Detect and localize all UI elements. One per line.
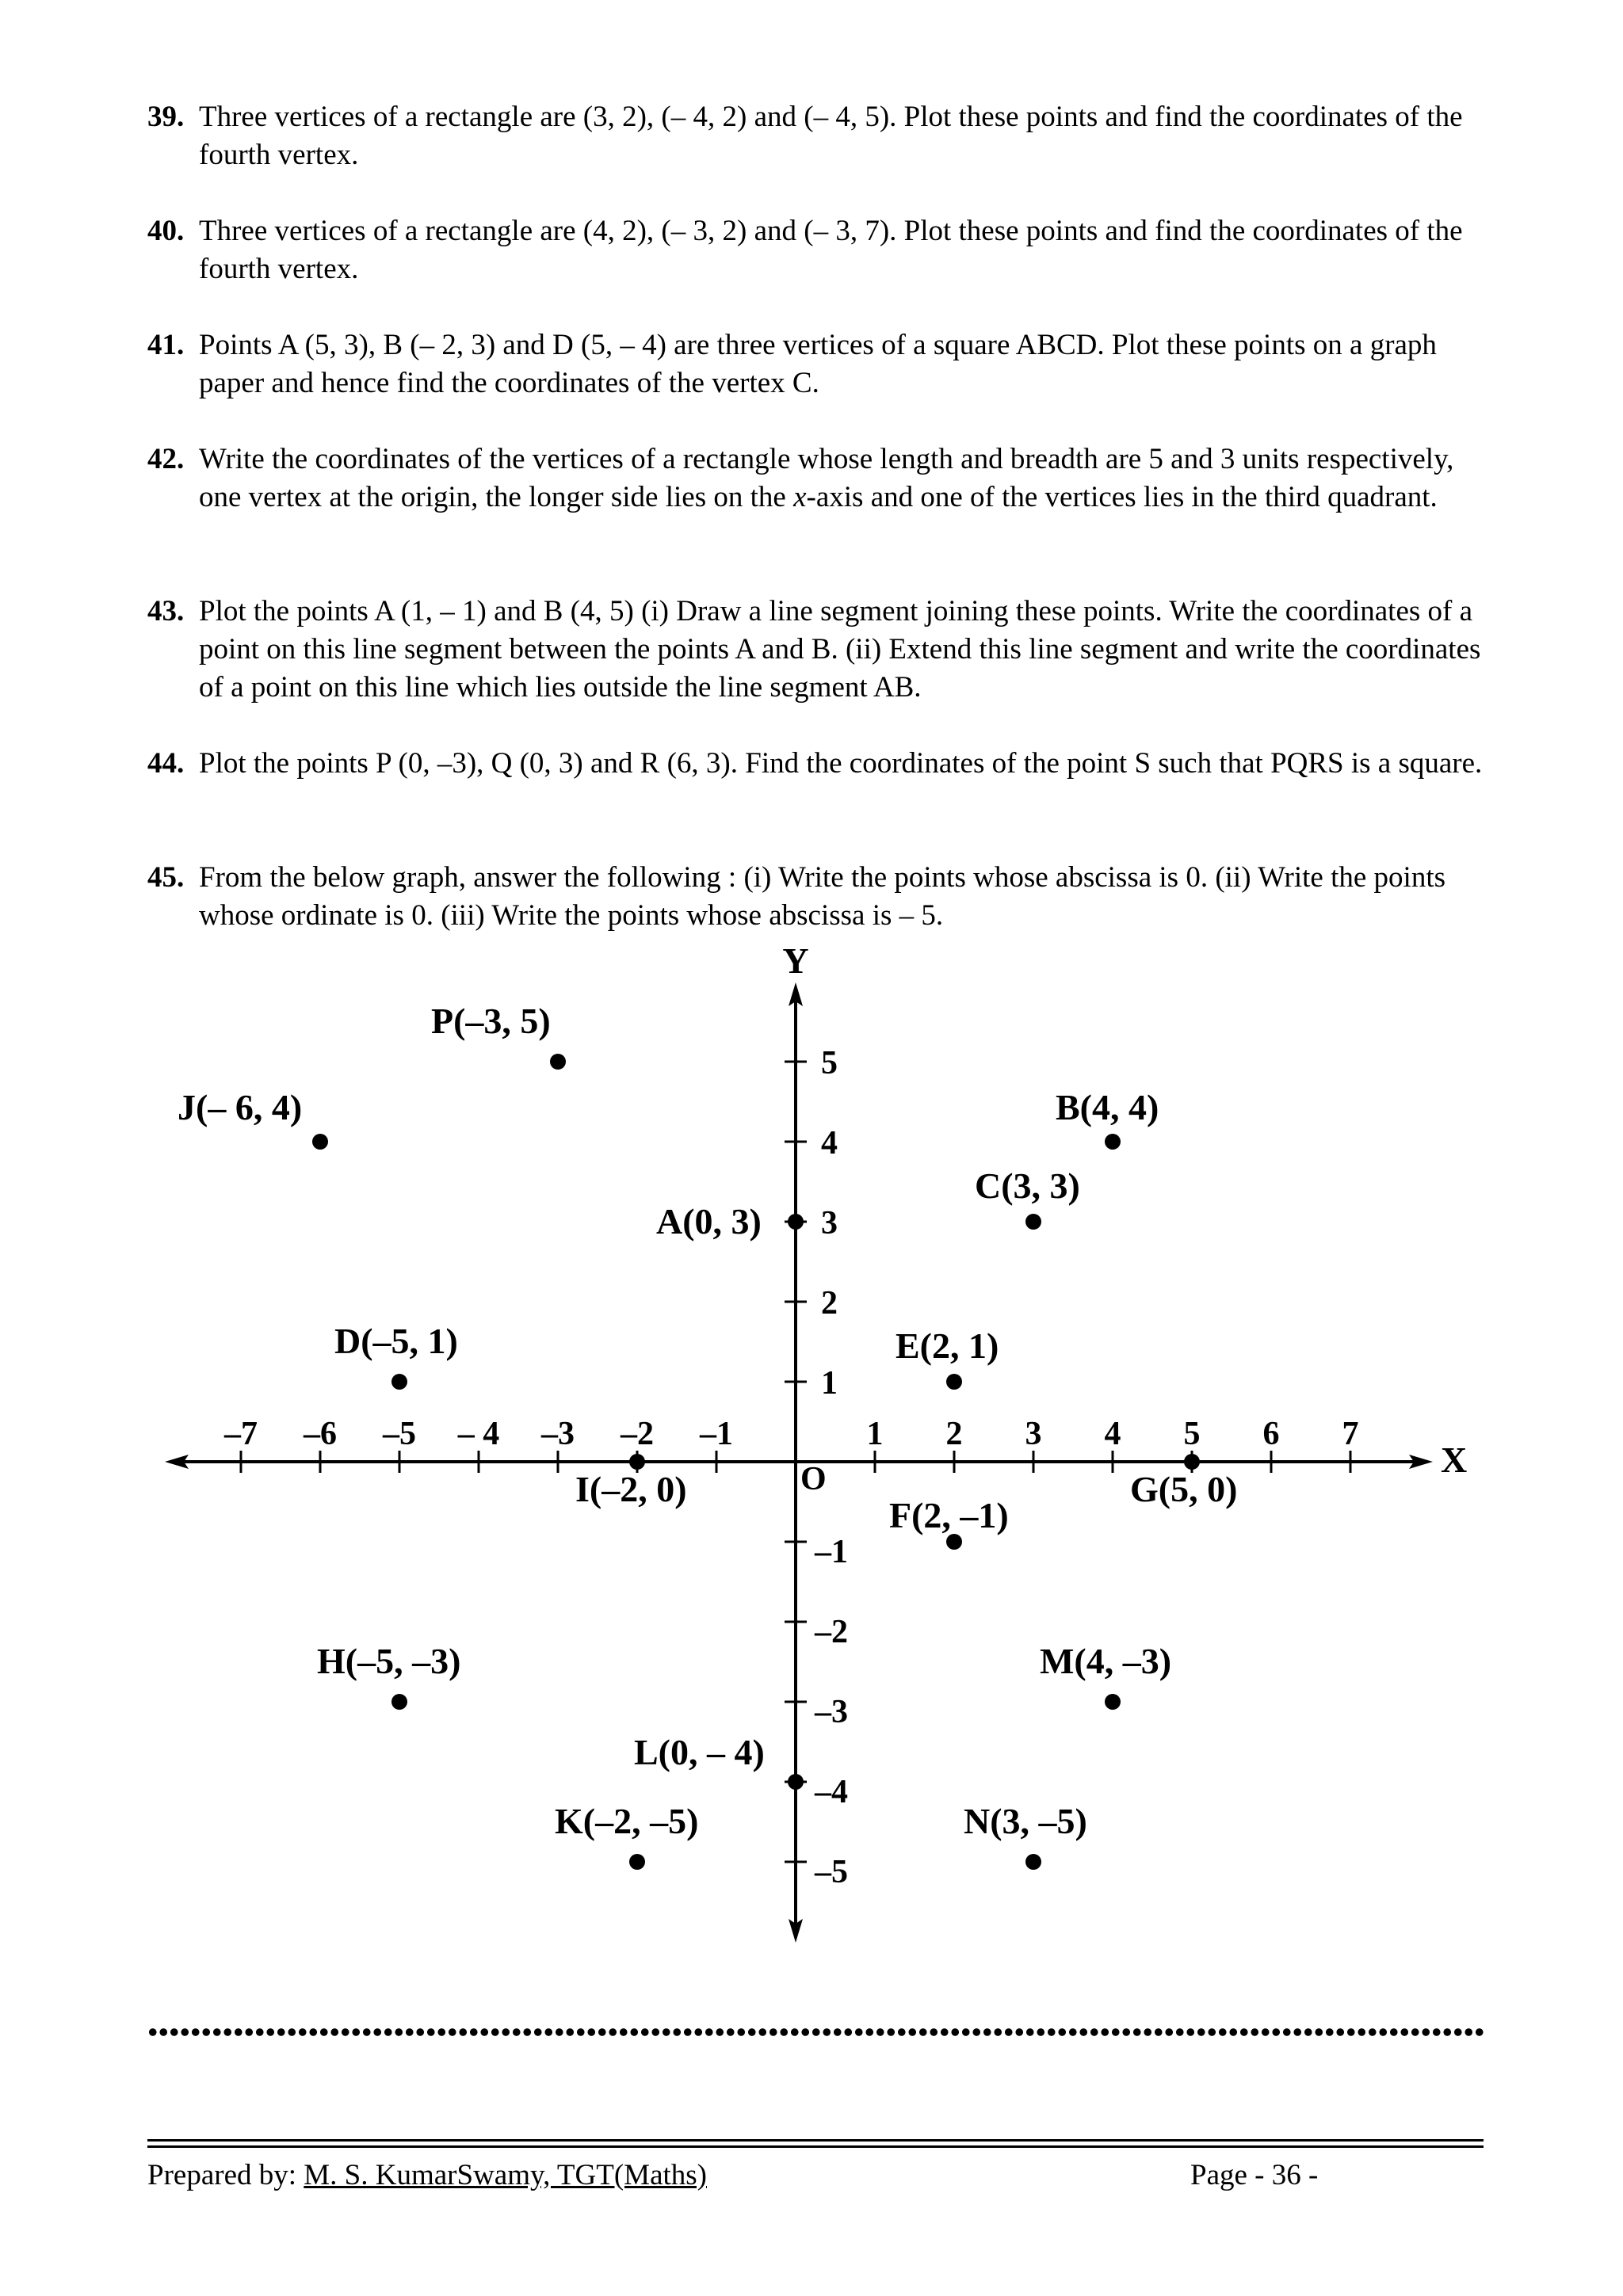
question-number: 39. bbox=[147, 101, 185, 133]
footer-credit bbox=[147, 2157, 707, 2195]
point-e-label: E(2, 1) bbox=[896, 1325, 999, 1366]
x-tick-label: –5 bbox=[383, 1416, 416, 1452]
point-l-marker bbox=[788, 1774, 804, 1790]
x-tick-label: 2 bbox=[945, 1416, 963, 1452]
y-tick-label: 3 bbox=[821, 1205, 838, 1241]
point-k-marker bbox=[629, 1854, 645, 1870]
question-text: Three vertices of a rectangle are (3, 2), (– 4, 2) and (– 4, 5). Plot these points and find the coordinates of the fourth vertex. bbox=[199, 101, 1463, 171]
point-e-marker bbox=[946, 1374, 962, 1390]
y-tick-label: 5 bbox=[821, 1045, 838, 1081]
question-41 bbox=[147, 326, 1495, 402]
x-tick-label: 5 bbox=[1183, 1416, 1201, 1452]
question-text-part: -axis and one of the vertices lies in the third quadrant. bbox=[806, 481, 1438, 513]
question-42 bbox=[147, 441, 1495, 517]
point-b-marker bbox=[1105, 1134, 1121, 1150]
y-tick-label: –1 bbox=[815, 1534, 848, 1570]
point-j-marker bbox=[312, 1134, 328, 1150]
x-tick-label: 7 bbox=[1342, 1416, 1359, 1452]
x-tick-label: –7 bbox=[224, 1416, 258, 1452]
point-m-label: M(4, –3) bbox=[1040, 1641, 1172, 1681]
question-39 bbox=[147, 98, 1495, 174]
page-number: Page - 36 - bbox=[1190, 2159, 1319, 2191]
point-g-label: G(5, 0) bbox=[1130, 1469, 1238, 1509]
footer-rule bbox=[147, 2139, 1484, 2142]
point-c-marker bbox=[1025, 1214, 1041, 1230]
point-d-label: D(–5, 1) bbox=[334, 1321, 458, 1361]
x-tick-label: – 4 bbox=[457, 1416, 500, 1452]
point-g-marker bbox=[1184, 1454, 1200, 1470]
x-tick-label: –6 bbox=[304, 1416, 337, 1452]
point-m-marker bbox=[1105, 1694, 1121, 1710]
x-tick-label: –2 bbox=[621, 1416, 654, 1452]
question-number: 45. bbox=[147, 861, 185, 894]
point-n-marker bbox=[1025, 1854, 1041, 1870]
y-tick-label: 4 bbox=[821, 1125, 838, 1161]
x-tick-label: –1 bbox=[700, 1416, 733, 1452]
point-n-label: N(3, –5) bbox=[964, 1801, 1087, 1841]
y-tick-label: –5 bbox=[815, 1854, 848, 1890]
prepared-by-label: Prepared by: bbox=[147, 2159, 304, 2191]
question-text-part: Write the coordinates of the vertices of a rectangle whose length and breadth are 5 and 3 units respectively, one vertex at the origin, the longer side lies on the bbox=[199, 443, 1454, 513]
y-tick-label: –2 bbox=[815, 1614, 848, 1650]
point-p-marker bbox=[550, 1054, 566, 1070]
question-text: From the below graph, answer the following : (i) Write the points whose abscissa is 0. (ii) Write the points whose ordinate is 0. (iii) Write the points whose abscissa is – 5. bbox=[199, 861, 1446, 932]
y-tick-label: 2 bbox=[821, 1285, 838, 1322]
x-tick-label: 3 bbox=[1025, 1416, 1042, 1452]
x-axis-label: X bbox=[1441, 1440, 1468, 1480]
point-i-marker bbox=[629, 1454, 645, 1470]
question-text: Plot the points P (0, –3), Q (0, 3) and R (6, 3). Find the coordinates of the point S such that PQRS is a square. bbox=[199, 747, 1483, 780]
y-axis-label: Y bbox=[782, 940, 809, 981]
question-number: 43. bbox=[147, 595, 185, 627]
author-name: M. S. KumarSwamy, TGT(Maths) bbox=[304, 2159, 707, 2191]
question-text: Points A (5, 3), B (– 2, 3) and D (5, – 4) are three vertices of a square ABCD. Plot these points on a graph paper and hence find the coordinates of the vertex C. bbox=[199, 329, 1437, 399]
point-c-label: C(3, 3) bbox=[975, 1165, 1080, 1206]
point-i-label: I(–2, 0) bbox=[575, 1469, 687, 1509]
point-h-label: H(–5, –3) bbox=[317, 1641, 461, 1681]
question-43 bbox=[147, 593, 1495, 707]
y-tick-label: –3 bbox=[815, 1694, 848, 1730]
point-d-marker bbox=[391, 1374, 407, 1390]
point-k-label: K(–2, –5) bbox=[555, 1801, 699, 1841]
origin-label: O bbox=[800, 1461, 827, 1497]
point-a-marker bbox=[788, 1214, 804, 1230]
point-j-label: J(– 6, 4) bbox=[178, 1087, 303, 1127]
point-l-label: L(0, – 4) bbox=[634, 1732, 765, 1772]
question-44 bbox=[147, 745, 1495, 783]
question-text: Plot the points A (1, – 1) and B (4, 5) (i) Draw a line segment joining these points. Write the coordinates of a point on this line segment between the points A and B. (ii) Extend this line segment and write the coordinates of a point on this line which lies outside the line segment AB. bbox=[199, 595, 1481, 704]
x-tick-label: 1 bbox=[866, 1416, 884, 1452]
coordinate-graph bbox=[0, 935, 1623, 1965]
dotted-separator bbox=[147, 2028, 1484, 2036]
x-tick-label: 4 bbox=[1104, 1416, 1121, 1452]
question-45 bbox=[147, 859, 1495, 935]
question-40 bbox=[147, 212, 1495, 288]
y-tick-label: –4 bbox=[815, 1774, 848, 1810]
point-a-label: A(0, 3) bbox=[656, 1201, 762, 1241]
question-text: Three vertices of a rectangle are (4, 2), (– 3, 2) and (– 3, 7). Plot these points and find the coordinates of the fourth vertex. bbox=[199, 215, 1463, 285]
y-tick-label: 1 bbox=[821, 1365, 838, 1402]
x-tick-label: 6 bbox=[1262, 1416, 1280, 1452]
point-h-marker bbox=[391, 1694, 407, 1710]
question-number: 41. bbox=[147, 329, 185, 361]
question-text bbox=[199, 441, 1495, 517]
x-axis-italic: x bbox=[793, 481, 807, 513]
x-tick-label: –3 bbox=[541, 1416, 575, 1452]
point-f-marker bbox=[946, 1534, 962, 1550]
point-p-label: P(–3, 5) bbox=[431, 1001, 551, 1041]
question-number: 40. bbox=[147, 215, 185, 247]
question-number: 44. bbox=[147, 747, 185, 780]
point-f-label: F(2, –1) bbox=[889, 1495, 1009, 1535]
question-number: 42. bbox=[147, 443, 185, 475]
footer-rule bbox=[147, 2145, 1484, 2148]
point-b-label: B(4, 4) bbox=[1056, 1087, 1159, 1127]
